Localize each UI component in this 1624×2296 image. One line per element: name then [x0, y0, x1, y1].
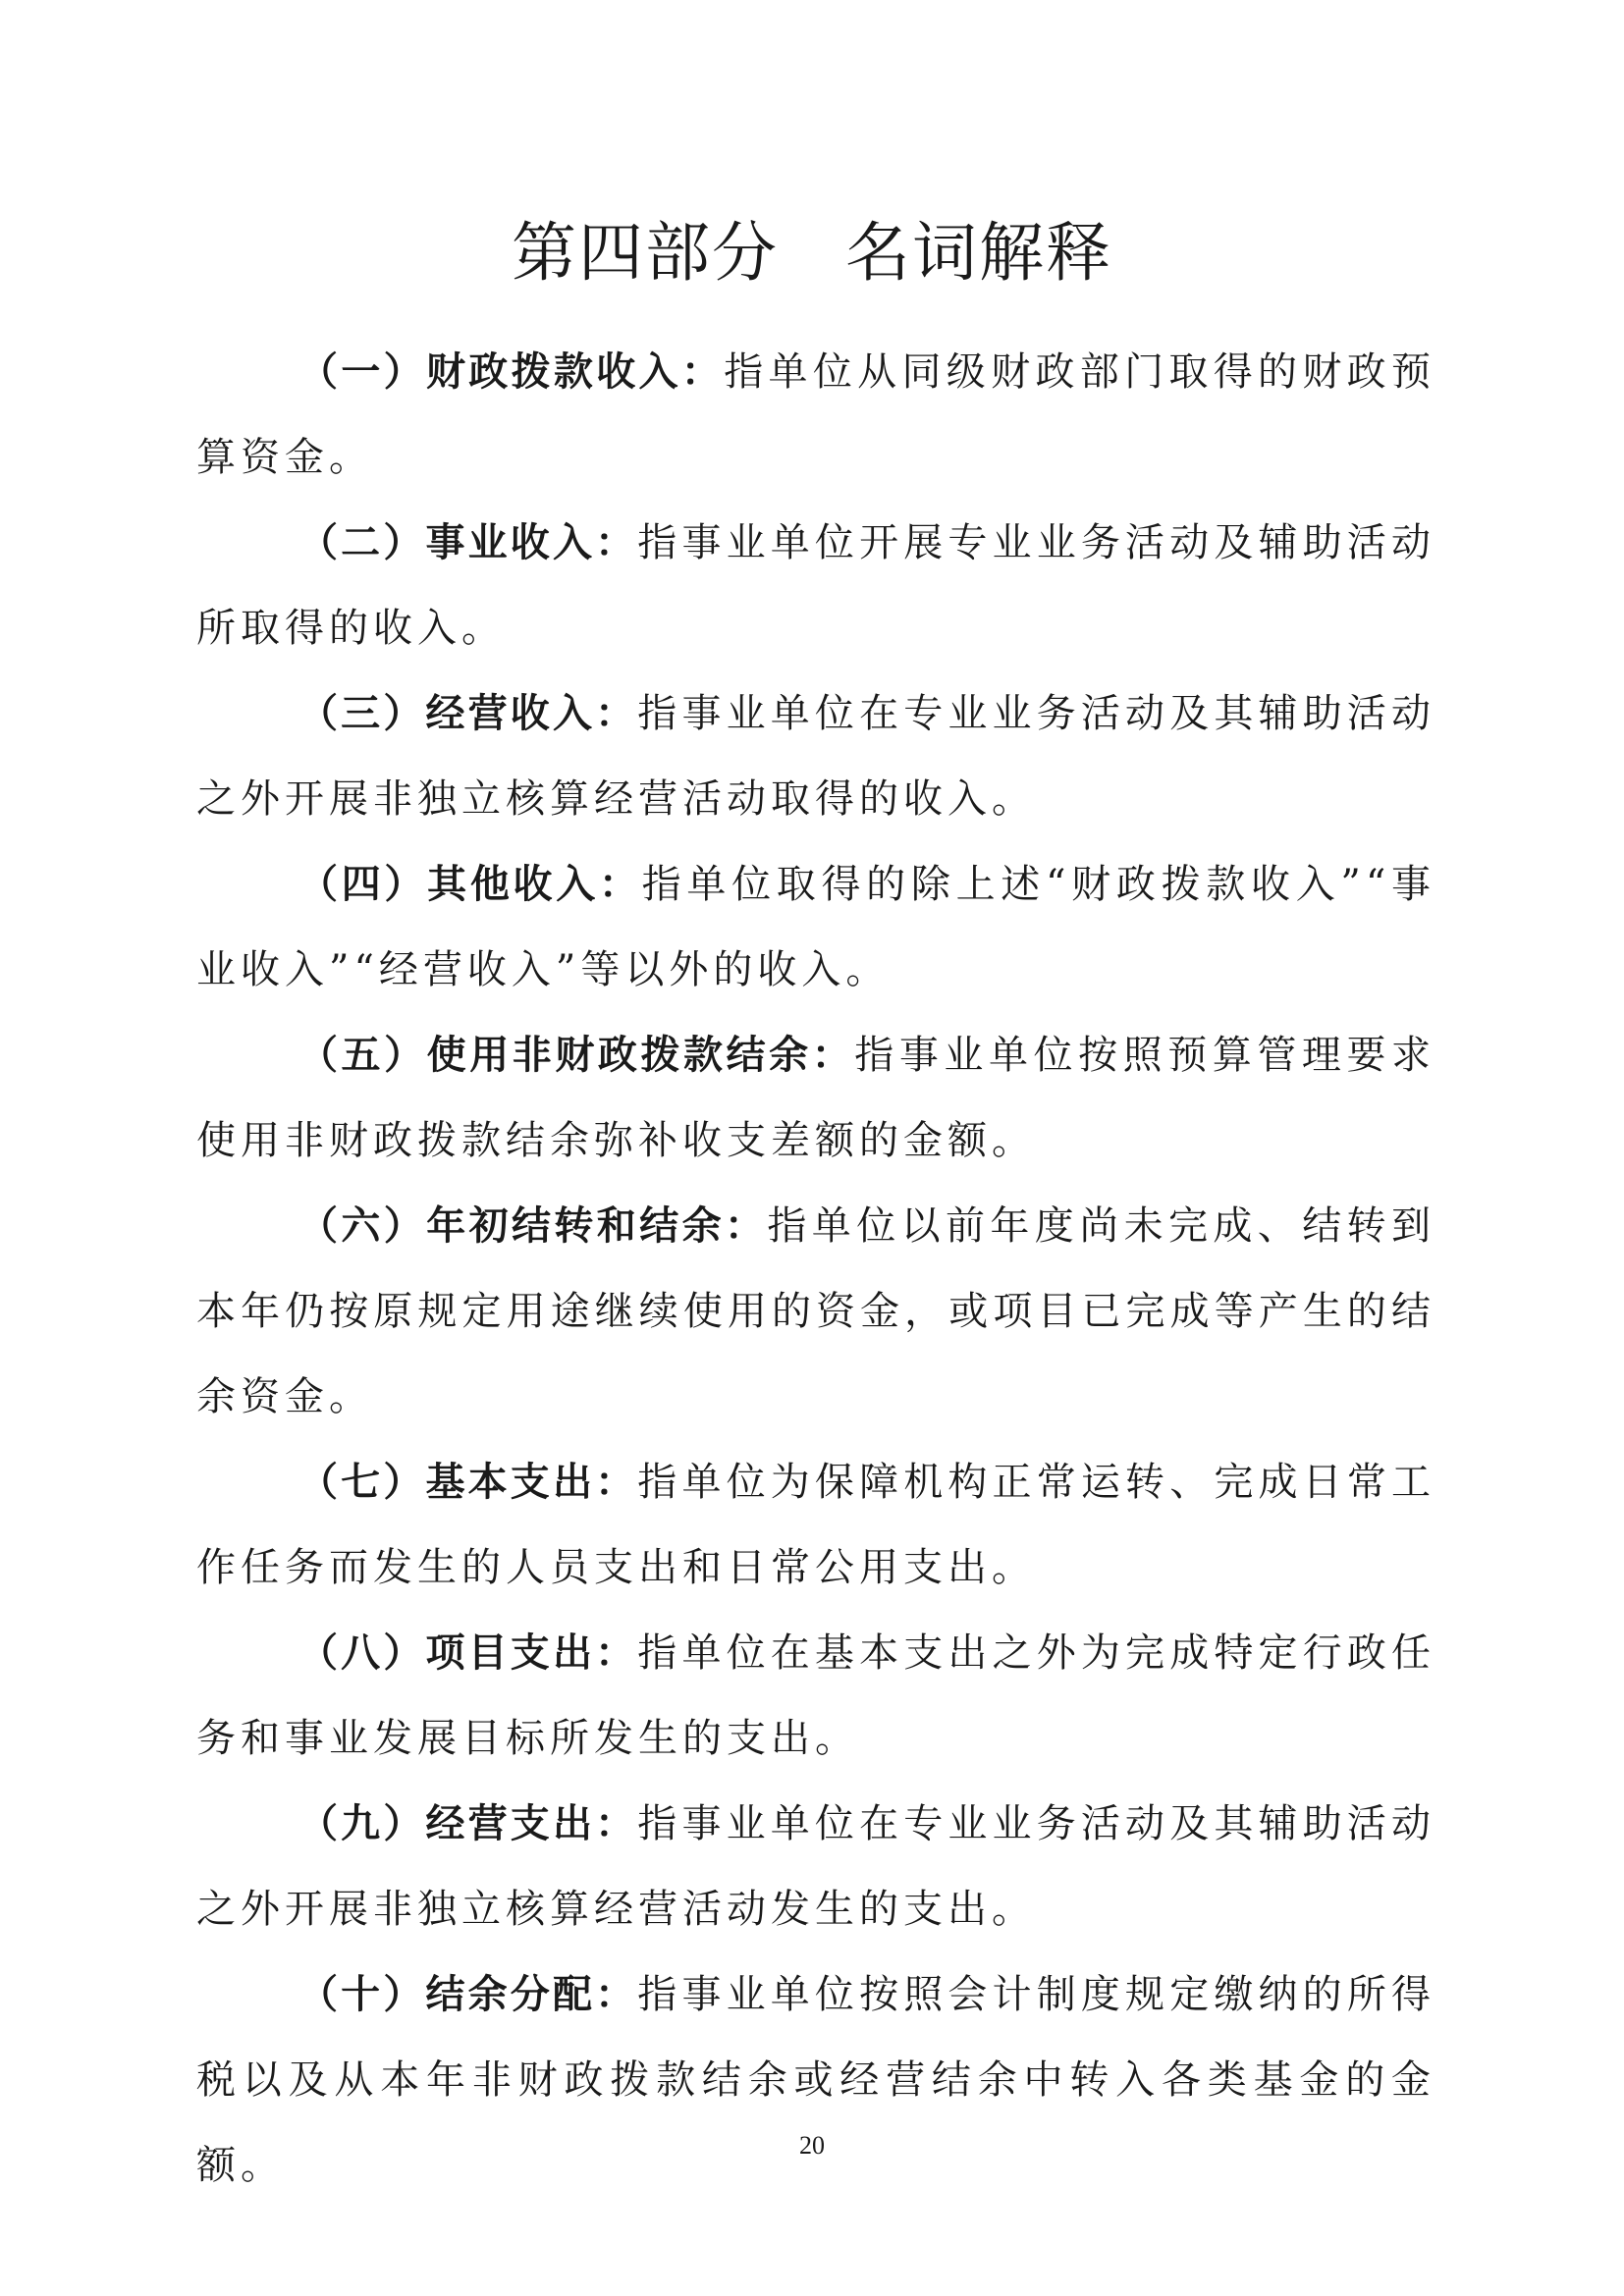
definition-term: （十）结余分配：: [298, 1972, 638, 2017]
definition-term: （三）经营收入：: [298, 691, 638, 736]
definition-term: （二）事业收入：: [298, 520, 638, 565]
page-title: 第四部分 名词解释: [512, 215, 1112, 291]
definition-term: （四）其他收入：: [298, 862, 642, 907]
definition-text: 指事业单位在专业业务活动及其辅助活动之外开展非独立核算经营活动取得的收入。: [196, 691, 1436, 822]
definition-entry-6: [196, 1184, 1435, 1440]
definition-entry-4: [196, 842, 1435, 1013]
definition-text: 指单位以前年度尚未完成、结转到本年仍按原规定用途继续使用的资金，或项目已完成等产生的结余资金。: [196, 1203, 1436, 1419]
definition-term: （七）基本支出：: [298, 1460, 638, 1505]
definition-entry-9: [196, 1782, 1435, 1952]
definition-text: 指单位从同级财政部门取得的财政预算资金。: [196, 349, 1436, 480]
definition-text: 指单位取得的除上述“财政拨款收入”“事业收入”“经营收入”等以外的收入。: [196, 862, 1435, 992]
definition-term: （九）经营支出：: [298, 1801, 638, 1846]
definitions-list: [196, 330, 1435, 2209]
definition-text: 指事业单位开展专业业务活动及辅助活动所取得的收入。: [196, 520, 1436, 651]
definition-term: （六）年初结转和结余：: [298, 1203, 768, 1249]
definition-entry-5: [196, 1013, 1435, 1184]
definition-text: 指单位为保障机构正常运转、完成日常工作任务而发生的人员支出和日常公用支出。: [196, 1460, 1436, 1590]
definition-text: 指事业单位按照会计制度规定缴纳的所得税以及从本年非财政拨款结余或经营结余中转入各类基金的金额。: [196, 1972, 1436, 2188]
definition-entry-8: [196, 1611, 1435, 1782]
definition-entry-10: [196, 1952, 1435, 2209]
definition-text: 指事业单位按照预算管理要求使用非财政拨款结余弥补收支差额的金额。: [196, 1033, 1436, 1163]
definition-entry-7: [196, 1440, 1435, 1611]
definition-entry-2: [196, 501, 1435, 671]
page-number: 20: [799, 2131, 825, 2160]
definition-text: 指单位在基本支出之外为完成特定行政任务和事业发展目标所发生的支出。: [196, 1630, 1436, 1761]
definition-text: 指事业单位在专业业务活动及其辅助活动之外开展非独立核算经营活动发生的支出。: [196, 1801, 1436, 1932]
definition-term: （八）项目支出：: [298, 1630, 638, 1676]
definition-entry-3: [196, 671, 1435, 842]
definition-entry-1: [196, 330, 1435, 501]
definition-term: （五）使用非财政拨款结余：: [298, 1033, 855, 1078]
definition-term: （一）财政拨款收入：: [298, 349, 725, 395]
